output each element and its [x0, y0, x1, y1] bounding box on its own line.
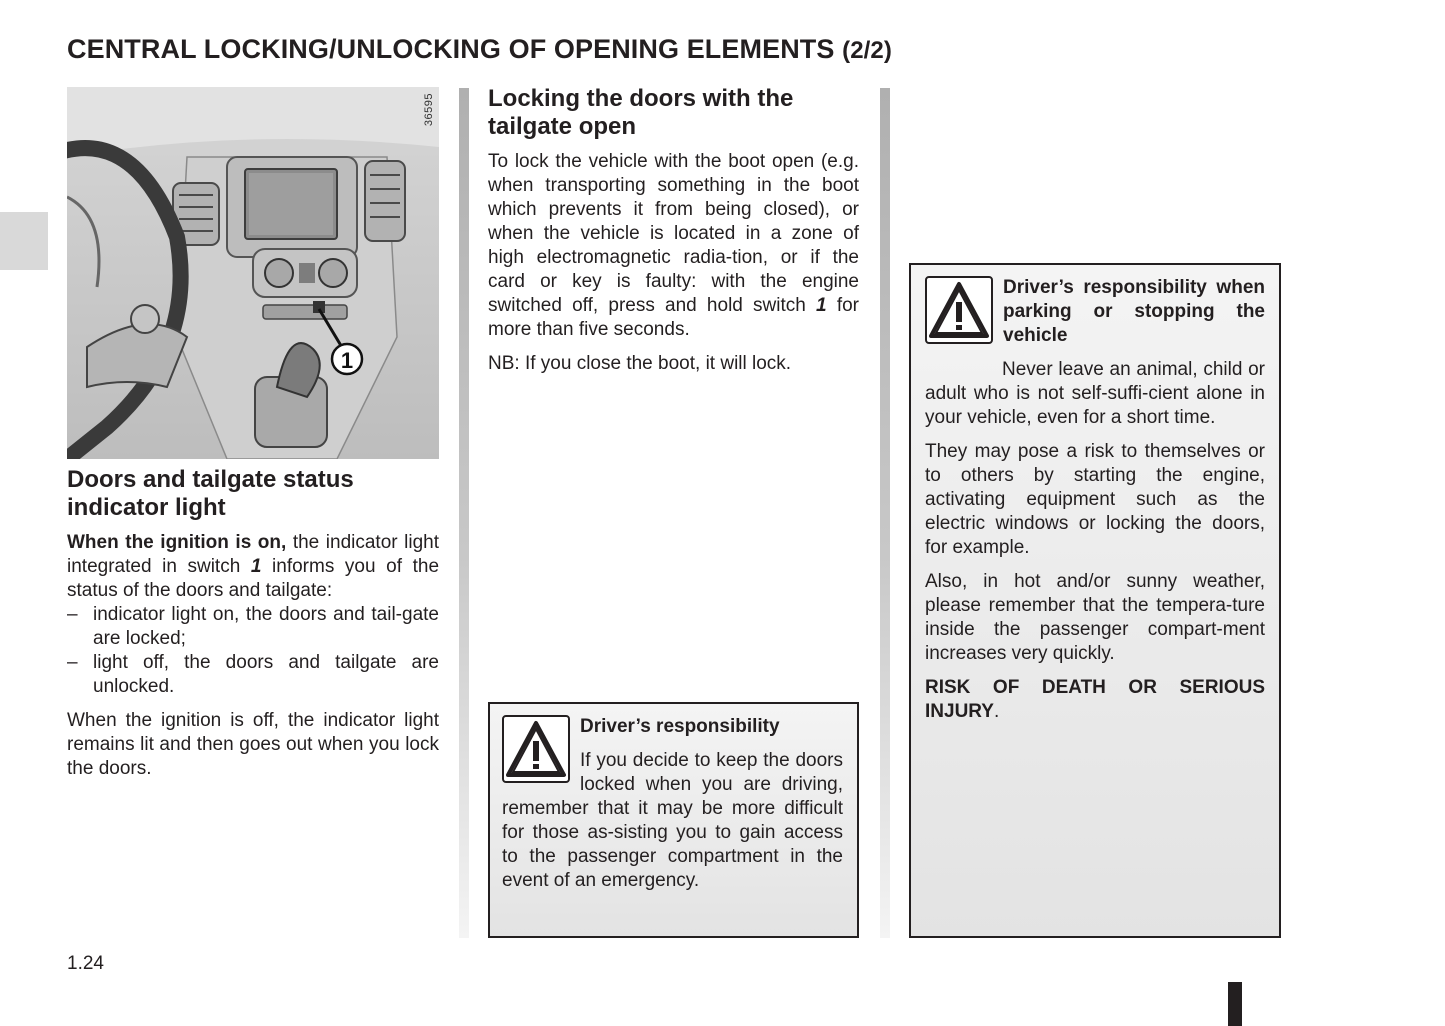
switch-ref: 1: [816, 295, 827, 316]
warning-box-drivers-responsibility: [488, 702, 859, 938]
warning-para-1: Never leave an animal, child or adult who is not self-suffi-cient alone in your vehicle, even for a short time.: [925, 359, 1265, 428]
warning-para-3: Also, in hot and/or sunny weather, please remember that the tempera-ture inside the passenger compart-ment increases very quickly.: [925, 571, 1265, 664]
warning-box-parking: [909, 263, 1281, 938]
indicator-intro: [67, 531, 439, 603]
page-title: [67, 34, 892, 65]
warning-triangle-icon: [502, 715, 570, 783]
list-item-text: light off, the doors and tailgate are unlocked.: [93, 652, 439, 697]
indicator-list: [67, 603, 439, 699]
tailgate-para-post: for more than five seconds.: [488, 295, 859, 340]
dashboard-illustration: [67, 87, 439, 459]
column-1: [67, 466, 439, 791]
bullet-dash: –: [67, 604, 78, 625]
list-item: [67, 603, 439, 651]
switch-ref: 1: [250, 556, 262, 577]
section-heading-indicator-light: Doors and tailgate status indicator light: [67, 466, 354, 521]
intro-pre: the indicator light integrated in switch: [67, 532, 439, 577]
risk-statement-end: .: [993, 701, 1000, 722]
list-item-text: indicator light on, the doors and tail-gate are locked;: [93, 604, 439, 649]
column-divider: [459, 88, 469, 938]
page-title-text: CENTRAL LOCKING/UNLOCKING OF OPENING ELEMENTS: [67, 34, 835, 64]
column-divider: [880, 88, 890, 938]
risk-statement: RISK OF DEATH OR SERIOUS INJURY: [925, 677, 1265, 722]
warning-title: Driver’s responsibility when parking or stopping the vehicle: [1003, 277, 1265, 346]
page-part: (2/2): [842, 37, 892, 64]
boot-note: NB: If you close the boot, it will lock.: [488, 353, 792, 374]
tailgate-para-pre: To lock the vehicle with the boot open (e.g. when transporting something in the boot which prevents it from being closed), or when the vehicle is located in a zone of high electromagnetic radia-tion, or if the card or key is faulty: with the engine switched off, press and hold switch: [488, 151, 859, 316]
figure-code: 36595: [423, 93, 435, 127]
warning-body: If you decide to keep the doors locked when you are driving, remember that it may be more difficult for those as-sisting you to gain access to the passenger compartment in the event of an emergency.: [502, 750, 843, 891]
tailgate-para: [488, 150, 859, 342]
intro-post: informs you of the status of the doors and tailgate:: [67, 556, 440, 601]
warning-triangle-icon: [925, 276, 993, 344]
ignition-off-note: When the ignition is off, the indicator light remains lit and then goes out when you lock the doors.: [67, 710, 439, 779]
intro-bold: When the ignition is on,: [67, 532, 287, 553]
chapter-tab: [0, 212, 48, 270]
callout-number: 1: [340, 348, 354, 373]
dashboard-drawing: [67, 87, 439, 459]
page-number: 1.24: [67, 953, 104, 974]
warning-title: Driver’s responsibility: [580, 716, 780, 737]
warning-para-4: [925, 676, 1265, 724]
column-2: [488, 85, 859, 386]
section-heading-tailgate-open: Locking the doors with the tailgate open: [488, 85, 794, 140]
warning-para-2: They may pose a risk to themselves or to others by starting the engine, activating equipment such as the electric windows or locking the doors, for example.: [925, 441, 1265, 558]
chapter-edge-marker: [1228, 982, 1242, 1026]
list-item: [67, 651, 439, 699]
bullet-dash: –: [67, 652, 78, 673]
